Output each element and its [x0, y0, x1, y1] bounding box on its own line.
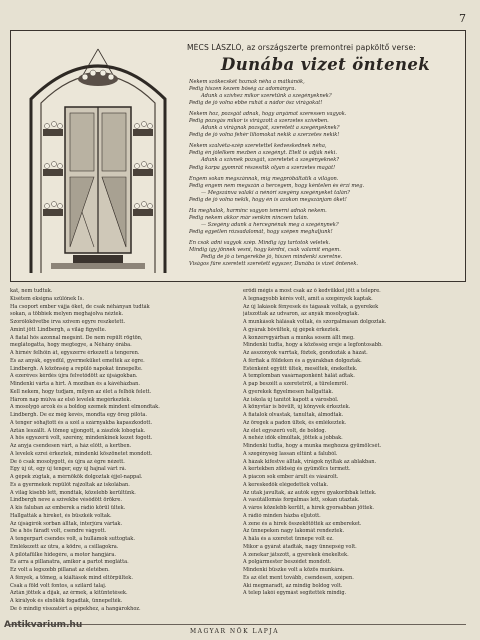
article-line: Az ünnepeken nagy lakomát rendeztek.	[243, 528, 345, 535]
article-line: A polgármester beszédet mondott.	[243, 559, 332, 566]
door-arch-illustration	[17, 37, 179, 273]
article-line: A kertekben zöldség és gyümölcs termett.	[243, 466, 351, 473]
article-line: És az anyák, egyedül, gyermeküket emelték az égre.	[10, 357, 145, 364]
article-line: Ez volt a legszebb pillanat az életében.	[10, 567, 110, 573]
article-line: A fiatalok olvastak, tanultak, álmodtak.	[243, 412, 344, 418]
article-line: Ha csoport ember vájja őket, de csak néhányan tudták	[10, 303, 150, 310]
article-line: Esténként együtt ültek, meséltek, énekeltek.	[243, 365, 358, 372]
article-line: A pilótafülke hidegére, a motor hangjára.	[10, 551, 116, 558]
watermark: Antikvarium.hu	[4, 620, 83, 630]
poem-stanza	[189, 79, 461, 107]
article-line: Az iskola új tanítót kapott a városból.	[243, 396, 339, 403]
article-line: Mindenki büszke volt a közös munkára.	[243, 567, 345, 573]
page-number: 7	[459, 12, 466, 25]
verse-line: Pedig karpa gyomrát részesítik olyan a szerzetes magát!	[189, 164, 336, 171]
article-line: A mosolygó arcok és a boldog szemek mindent elmondtak.	[10, 404, 160, 411]
article-line: De a hős fáradt volt, csendre vágyott.	[10, 528, 107, 535]
article-line: A gyerekek figyelmesen hallgatták.	[243, 388, 334, 395]
article-line: A férfiak a földeken és a gyárakban dolgoztak.	[243, 357, 362, 364]
verse-line: Nekem szalvéta-szép szeretettel kedveskednek néha,	[189, 143, 327, 150]
article-line: Az újságírók sorban álltak, interjúra vártak.	[10, 520, 123, 527]
article-line: A zene és a hírek összekötötték az embereket.	[243, 520, 362, 527]
article-line: De ő mindig visszatért a gépekhez, a hangárokhoz.	[10, 605, 141, 612]
article-line: erődi mégis a most csak az ő kedvükkel jött a telepre.	[243, 288, 381, 294]
verse-line: Adunk a szívnek pozsgát, szeretetet a szegényeknek?	[201, 157, 340, 164]
article-line: Mindenki tudta, hogy a közösség ereje a legfontosabb.	[243, 342, 383, 349]
poem-stanzas	[189, 79, 461, 272]
article-line: játszottak az udvaron, az anyák mosolyogtak.	[243, 311, 360, 318]
article-line: És a gyermekek repülőt rajzoltak az iskolában.	[10, 481, 130, 488]
verse-line: Adunk a szívhez mikor szeretünk a szegényeknek?	[201, 93, 332, 100]
verse-line: Pedig engem nem megszán a hercegem, hogy kéntelen és érzi meg.	[189, 182, 365, 189]
article-line: A konzervgyárban a munka sosem állt meg.	[243, 334, 355, 341]
article-line: De ő csak mosolygott, és újra az égre nézett.	[10, 458, 125, 465]
article-line: A város közelebb került, a hírek gyorsabban jöttek.	[243, 505, 375, 511]
article-line: A munkások hálásak voltak, és szorgalmasan dolgoztak.	[243, 319, 387, 325]
verse-line: Pedig én jólelkem mezben a szegényt. Ételt is adják néki.	[189, 150, 337, 157]
article-line: Az utak javultak, az autók egyre gyakoribbak lettek.	[243, 489, 377, 496]
article-line: Csak a föld volt fontos, a szilárd talaj.	[10, 582, 107, 589]
article-line: A fények, a tömeg, a kiáltások mind eltörpültek.	[10, 574, 133, 581]
poem-stanza	[189, 240, 461, 268]
article-line: A könyvtár is bővült, új könyvek érkeztek.	[243, 404, 351, 411]
article-line: A tenger sóhajtott és a szél a szárnyakba kapaszkodott.	[10, 419, 153, 426]
article-line: Aztán jöttek a díjak, az érmek, a kitüntetések.	[10, 590, 128, 597]
poem-title: Dunába vizet öntenek	[221, 55, 431, 74]
article-line: Egy új út, egy új tenger, egy új hajnal várt rá.	[10, 466, 127, 473]
verse-line: — Szegény adunk a hercegnénak meg a szegénynek?	[201, 221, 339, 228]
poem-author-header: MÉCS LÁSZLÓ, az országszerte premontrei papköltő verse:	[187, 43, 416, 52]
article-line: Aki megmaradt, az mindig boldog volt.	[243, 582, 343, 589]
article-line: A pap beszélt a szeretetről, a türelemről.	[243, 381, 348, 387]
article-line: És arra a pillanatra, amikor a partot meglátta.	[10, 559, 129, 566]
article-line: A szegénység lassan eltűnt a faluból.	[243, 450, 338, 457]
article-line: Az öregek a padon ültek, és emlékeztek.	[243, 419, 347, 426]
verse-line: Pedig pozsgás mikor is virágzott a szerzetes szívében.	[189, 118, 329, 125]
verse-line: Nekem hoz, pozsgát adnak, hogy anyámat szeressen vagyok.	[189, 111, 347, 118]
article-line: A fiatal hős azonnal megsínt. De nem repült rögtön,	[10, 334, 143, 341]
article-line: A ezeréves kérdés újra felvetődött az újságokban.	[10, 373, 138, 380]
poem-box	[10, 30, 466, 282]
article-line: sokan, a többiek melyen meghajolva néztek.	[10, 311, 124, 318]
article-line: Szorólókövetbe írva szivem egyre reszketett.	[10, 319, 126, 325]
verse-line: — Megszánva valaki a nénóri szegény szegényeket talán?	[201, 189, 350, 196]
article-line: A legnagyobb kérés volt, amit a szegények kaptak.	[243, 295, 373, 302]
article-line: Amint jött Lindbergh, a világ figyelte.	[10, 326, 107, 333]
article-line: kat, nem tudtuk.	[10, 288, 53, 294]
verse-line: Pedig de jó volna ebbe ruhát a nádor ősz virágokat!	[189, 100, 323, 107]
verse-line: Pedig de jó a tengerekbe jó, hiszen mindenki szeretne.	[201, 254, 343, 261]
article-line: Az élet egyszerű volt, de boldog.	[243, 427, 327, 434]
poem-stanza	[189, 143, 461, 171]
article-line: És az élet ment tovább, csendesen, szépen.	[243, 574, 354, 581]
verse-line: Én csak adni vagyok szép. Mindig így tartotok veletek.	[189, 239, 331, 246]
article-line: A gépek zúgtak, a mérnökök dolgoztak éjjel-nappal.	[10, 474, 143, 480]
verse-line: Mindig így jönnek vesni, hogy kérdni, csak valamit engem.	[189, 246, 341, 253]
article-line: Kell nekem, hogy tudjam, milyen az élet a felhők felett.	[10, 388, 152, 395]
verse-line: Viságos fűre szeretett szeretett egyszer, Dunába is vizet öntenek.	[189, 261, 359, 268]
verse-line: Adunk a virágnak pozsgát, szeretett a szegényeknek?	[201, 125, 340, 132]
article-line: Lindbergh. De ez még kevés, mondta egy öreg pilóta.	[10, 412, 147, 418]
article-line: Az új lakások fényesek és tágasak voltak, a gyerekek	[243, 303, 379, 310]
article-line: A királyok és elnökök fogadták, ünnepelték.	[10, 598, 123, 604]
poem-stanza	[189, 208, 461, 236]
article-line: Az asszonyok varrtak, főztek, gondozták a házat.	[243, 350, 368, 356]
article-line: A hős egyszerű volt, szerény, mindenkinek kezet fogott.	[10, 435, 153, 442]
article-line: A templomban vasárnaponként hálát adtak.	[243, 373, 355, 380]
article-line: A piacon sok ember árult és vásárolt.	[243, 474, 339, 480]
article-body-columns	[10, 288, 466, 618]
verse-line: Engem sokan megszánnak, míg megpróbáltatik a világon.	[189, 175, 339, 182]
article-line: A házak kifestve álltak, virágok nyíltak az ablakban.	[243, 458, 377, 465]
verse-line: Pedig hiszen kezem bőség az adományra.	[189, 86, 297, 93]
article-line: A vasútállomás forgalmas lett, sokan utaztak.	[243, 497, 360, 504]
article-line: A gyárak bővültek, új gépek érkeztek.	[243, 326, 340, 333]
article-line: Emlékezett az útra, a ködre, a csillagokra.	[10, 543, 119, 550]
article-line: A levelek ezrei érkeztek, mindenki köszönetet mondott.	[10, 450, 153, 457]
article-line: Az anyja csendesen várt, a ház előtt, a kertben.	[10, 443, 132, 449]
article-line: A rádió minden házba eljutott.	[243, 512, 321, 519]
article-line: Mindenki tudta, hogy a munka meghozza gyümölcsét.	[243, 443, 382, 449]
poem-stanza	[189, 176, 461, 204]
verse-line: Pedig de jó volna nekik, hogy én is azokon megszánjam őket!	[189, 196, 347, 203]
article-line: A zenekar játszott, a gyerekek énekeltek.	[243, 551, 349, 558]
article-line: A hírnév felhőin át, egyszerre érkezett a tengeren.	[10, 350, 140, 356]
article-line: A hála és a szeretet ünnepe volt ez.	[243, 536, 334, 542]
article-line: Lindbergh. A közönség a repülő napokat ünnepelte.	[10, 365, 143, 372]
article-line: A tengerpart csendes volt, a hullámok suttogtak.	[10, 536, 135, 542]
verse-line: Pedig nekem akkor már senkim nincsen talán.	[189, 214, 309, 221]
article-line: A telep lakói egymást segítették mindig.	[243, 590, 347, 597]
article-line: meglátogatta, hogy megtegye, a Néhány órába.	[10, 342, 132, 349]
article-line: Lindbergh neve a szívekbe vésődött örökre.	[10, 497, 122, 504]
verse-line: Pedig egyetlen rózsadalomát, hogy szépen meghaljunk!	[189, 228, 333, 235]
article-line: A nehéz idők elmúltak, jöttek a jobbak.	[243, 435, 343, 442]
article-line: A kis faluban az emberek a rádió körül ültek.	[10, 505, 126, 511]
poem-stanza	[189, 111, 461, 139]
article-line: Három nap múlva az első levelek megérkeztek.	[10, 396, 132, 403]
article-line: A világ kisebb lett, mondták, közelebb kerültünk.	[10, 489, 136, 496]
article-line: Aztán leszállt. A tömeg ujjongott, a zászlók lobogtak.	[10, 427, 146, 434]
article-line: A kereskedők elégedettek voltak.	[243, 481, 329, 488]
article-line: Mikor a gyárat átadták, nagy ünnepség volt.	[243, 543, 357, 550]
article-line: Kisétem eksigna szülőnek Is.	[10, 295, 84, 302]
article-line: Mindenki várta a hírt. A moziban és a kávéházban.	[10, 381, 140, 387]
verse-line: Pedig de jó volna fehér liliomokat nekik a szerzetes nekik!	[189, 132, 340, 139]
verse-line: Nekem szőkecskét hoznak néha a mátkánők,	[189, 79, 305, 85]
verse-line: Ha meghalok, harminc vagyon ismerni adnak nekem.	[189, 207, 327, 214]
running-footer-title: MAGYAR NŐK LAPJA	[190, 628, 280, 635]
door-arch-illustration-figure	[17, 37, 179, 273]
article-line: Hallgatták a híreket, és büszkék voltak.	[10, 512, 112, 519]
